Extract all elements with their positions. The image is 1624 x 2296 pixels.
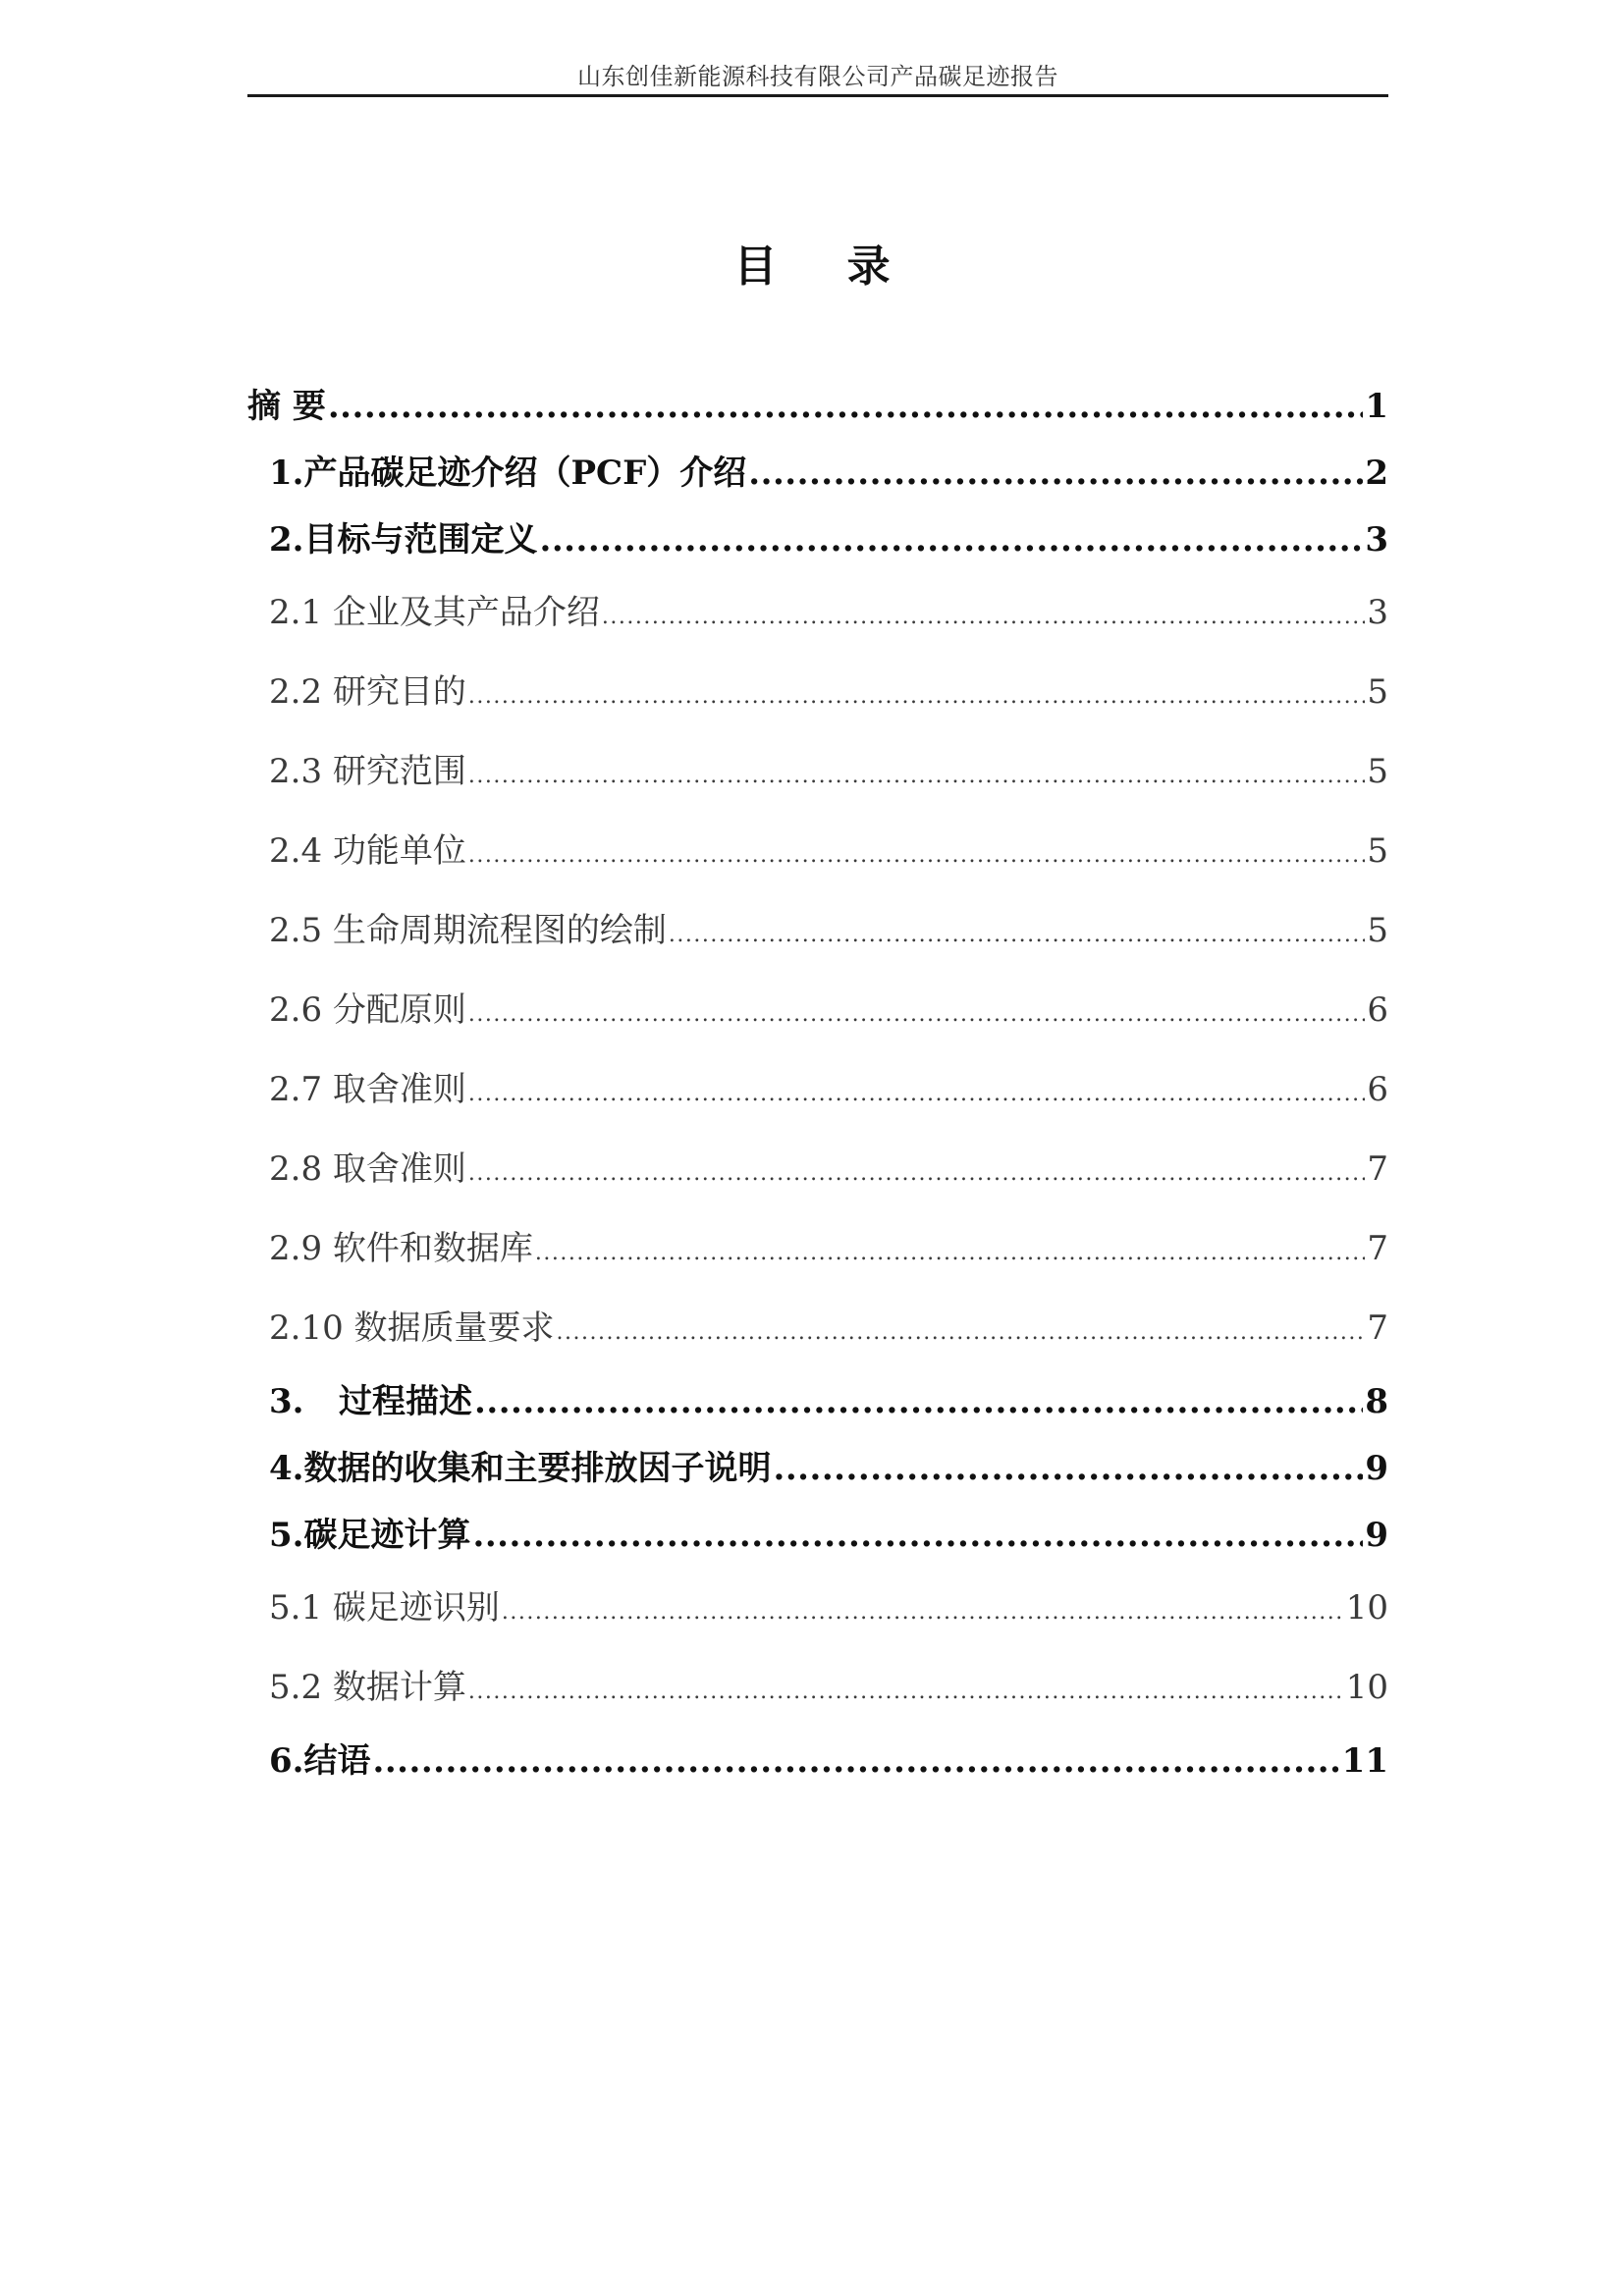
- toc-entry-label: 6.结语: [269, 1741, 371, 1781]
- toc-entry-section-3[interactable]: [247, 1368, 1388, 1435]
- toc-entry-page: 9: [1365, 1516, 1388, 1555]
- toc-dot-leader: [557, 1293, 1366, 1372]
- toc-entry-page: 7: [1367, 1149, 1388, 1189]
- toc-entry-section-2-8[interactable]: [247, 1130, 1388, 1209]
- toc-entry-page: 10: [1345, 1588, 1388, 1628]
- toc-entry-label: 1.产品碳足迹介绍（PCF）介绍: [269, 454, 747, 493]
- toc-entry-page: 5: [1367, 831, 1388, 871]
- toc-dot-leader: [535, 1213, 1365, 1293]
- toc-entry-label: 5.2 数据计算: [269, 1668, 466, 1707]
- toc-dot-leader: [474, 1368, 1363, 1435]
- toc-dot-leader: [473, 1502, 1364, 1569]
- toc-entry-section-2-7[interactable]: [247, 1050, 1388, 1130]
- toc-dot-leader: [468, 816, 1365, 895]
- toc-entry-page: 3: [1365, 520, 1388, 560]
- toc-entry-page: 5: [1367, 911, 1388, 950]
- toc-entry-page: 11: [1341, 1741, 1388, 1781]
- toc-dot-leader: [602, 577, 1365, 657]
- toc-entry-label: 2.8 取舍准则: [269, 1149, 466, 1189]
- toc-entry-section-2-2[interactable]: [247, 653, 1388, 732]
- toc-dot-leader: [328, 373, 1363, 440]
- toc-entry-section-5-2[interactable]: [247, 1648, 1388, 1728]
- toc-entry-page: 9: [1365, 1449, 1388, 1488]
- toc-entry-page: 1: [1365, 387, 1388, 426]
- toc-entry-label: 2.3 研究范围: [269, 752, 466, 791]
- toc-dot-leader: [540, 507, 1364, 573]
- toc-entry-abstract[interactable]: [247, 373, 1388, 440]
- toc-entry-label: 4.数据的收集和主要排放因子说明: [269, 1449, 772, 1488]
- toc-entry-section-4[interactable]: [247, 1435, 1388, 1502]
- toc-entry-section-2-5[interactable]: [247, 891, 1388, 971]
- toc-dot-leader: [502, 1573, 1344, 1652]
- header-rule: [247, 94, 1388, 97]
- toc-dot-leader: [468, 1054, 1365, 1134]
- toc-dot-leader: [373, 1728, 1340, 1794]
- running-header: 山东创佳新能源科技有限公司产品碳足迹报告: [577, 63, 1058, 90]
- toc-entry-page: 10: [1345, 1668, 1388, 1707]
- toc-entry-section-2-1[interactable]: [247, 573, 1388, 653]
- toc-entry-label: 2.6 分配原则: [269, 990, 466, 1030]
- toc-dot-leader: [468, 975, 1365, 1054]
- toc-entry-page: 3: [1367, 593, 1388, 632]
- toc-entry-label: 2.1 企业及其产品介绍: [269, 593, 600, 632]
- toc-entry-section-5-1[interactable]: [247, 1569, 1388, 1648]
- toc-entry-page: 7: [1367, 1229, 1388, 1268]
- toc-entry-page: 5: [1367, 672, 1388, 712]
- toc-entry-section-2-3[interactable]: [247, 732, 1388, 812]
- toc-entry-label: 2.2 研究目的: [269, 672, 466, 712]
- toc-entry-section-2-10[interactable]: [247, 1289, 1388, 1368]
- toc-entry-section-2-9[interactable]: [247, 1209, 1388, 1289]
- toc-entry-label: 2.4 功能单位: [269, 831, 466, 871]
- toc-entry-page: 8: [1365, 1382, 1388, 1421]
- toc-entry-label: 2.目标与范围定义: [269, 520, 538, 560]
- toc-entry-label: 摘 要: [247, 387, 326, 426]
- toc-dot-leader: [468, 1134, 1365, 1213]
- toc-title: 目 录: [733, 241, 918, 292]
- toc-entry-section-5[interactable]: [247, 1502, 1388, 1569]
- toc-dot-leader: [748, 440, 1363, 507]
- toc-dot-leader: [468, 1652, 1344, 1732]
- toc-dot-leader: [468, 657, 1365, 736]
- toc-entry-label: 3. 过程描述: [269, 1382, 473, 1421]
- toc-entry-page: 2: [1365, 454, 1388, 493]
- toc-entry-label: 2.5 生命周期流程图的绘制: [269, 911, 667, 950]
- toc-entry-page: 7: [1367, 1308, 1388, 1348]
- toc-dot-leader: [669, 895, 1365, 975]
- toc-entry-label: 2.7 取舍准则: [269, 1070, 466, 1109]
- toc-entry-section-6[interactable]: [247, 1728, 1388, 1794]
- toc-entry-label: 5.1 碳足迹识别: [269, 1588, 500, 1628]
- toc-entry-section-1[interactable]: [247, 440, 1388, 507]
- toc-dot-leader: [468, 736, 1365, 816]
- toc-entry-section-2-4[interactable]: [247, 812, 1388, 891]
- toc-entry-label: 5.碳足迹计算: [269, 1516, 471, 1555]
- toc-entry-label: 2.10 数据质量要求: [269, 1308, 555, 1348]
- toc-list: [247, 373, 1388, 1794]
- toc-entry-section-2[interactable]: [247, 507, 1388, 573]
- toc-dot-leader: [774, 1435, 1364, 1502]
- toc-entry-label: 2.9 软件和数据库: [269, 1229, 533, 1268]
- toc-entry-page: 6: [1367, 990, 1388, 1030]
- toc-entry-section-2-6[interactable]: [247, 971, 1388, 1050]
- toc-entry-page: 6: [1367, 1070, 1388, 1109]
- toc-entry-page: 5: [1367, 752, 1388, 791]
